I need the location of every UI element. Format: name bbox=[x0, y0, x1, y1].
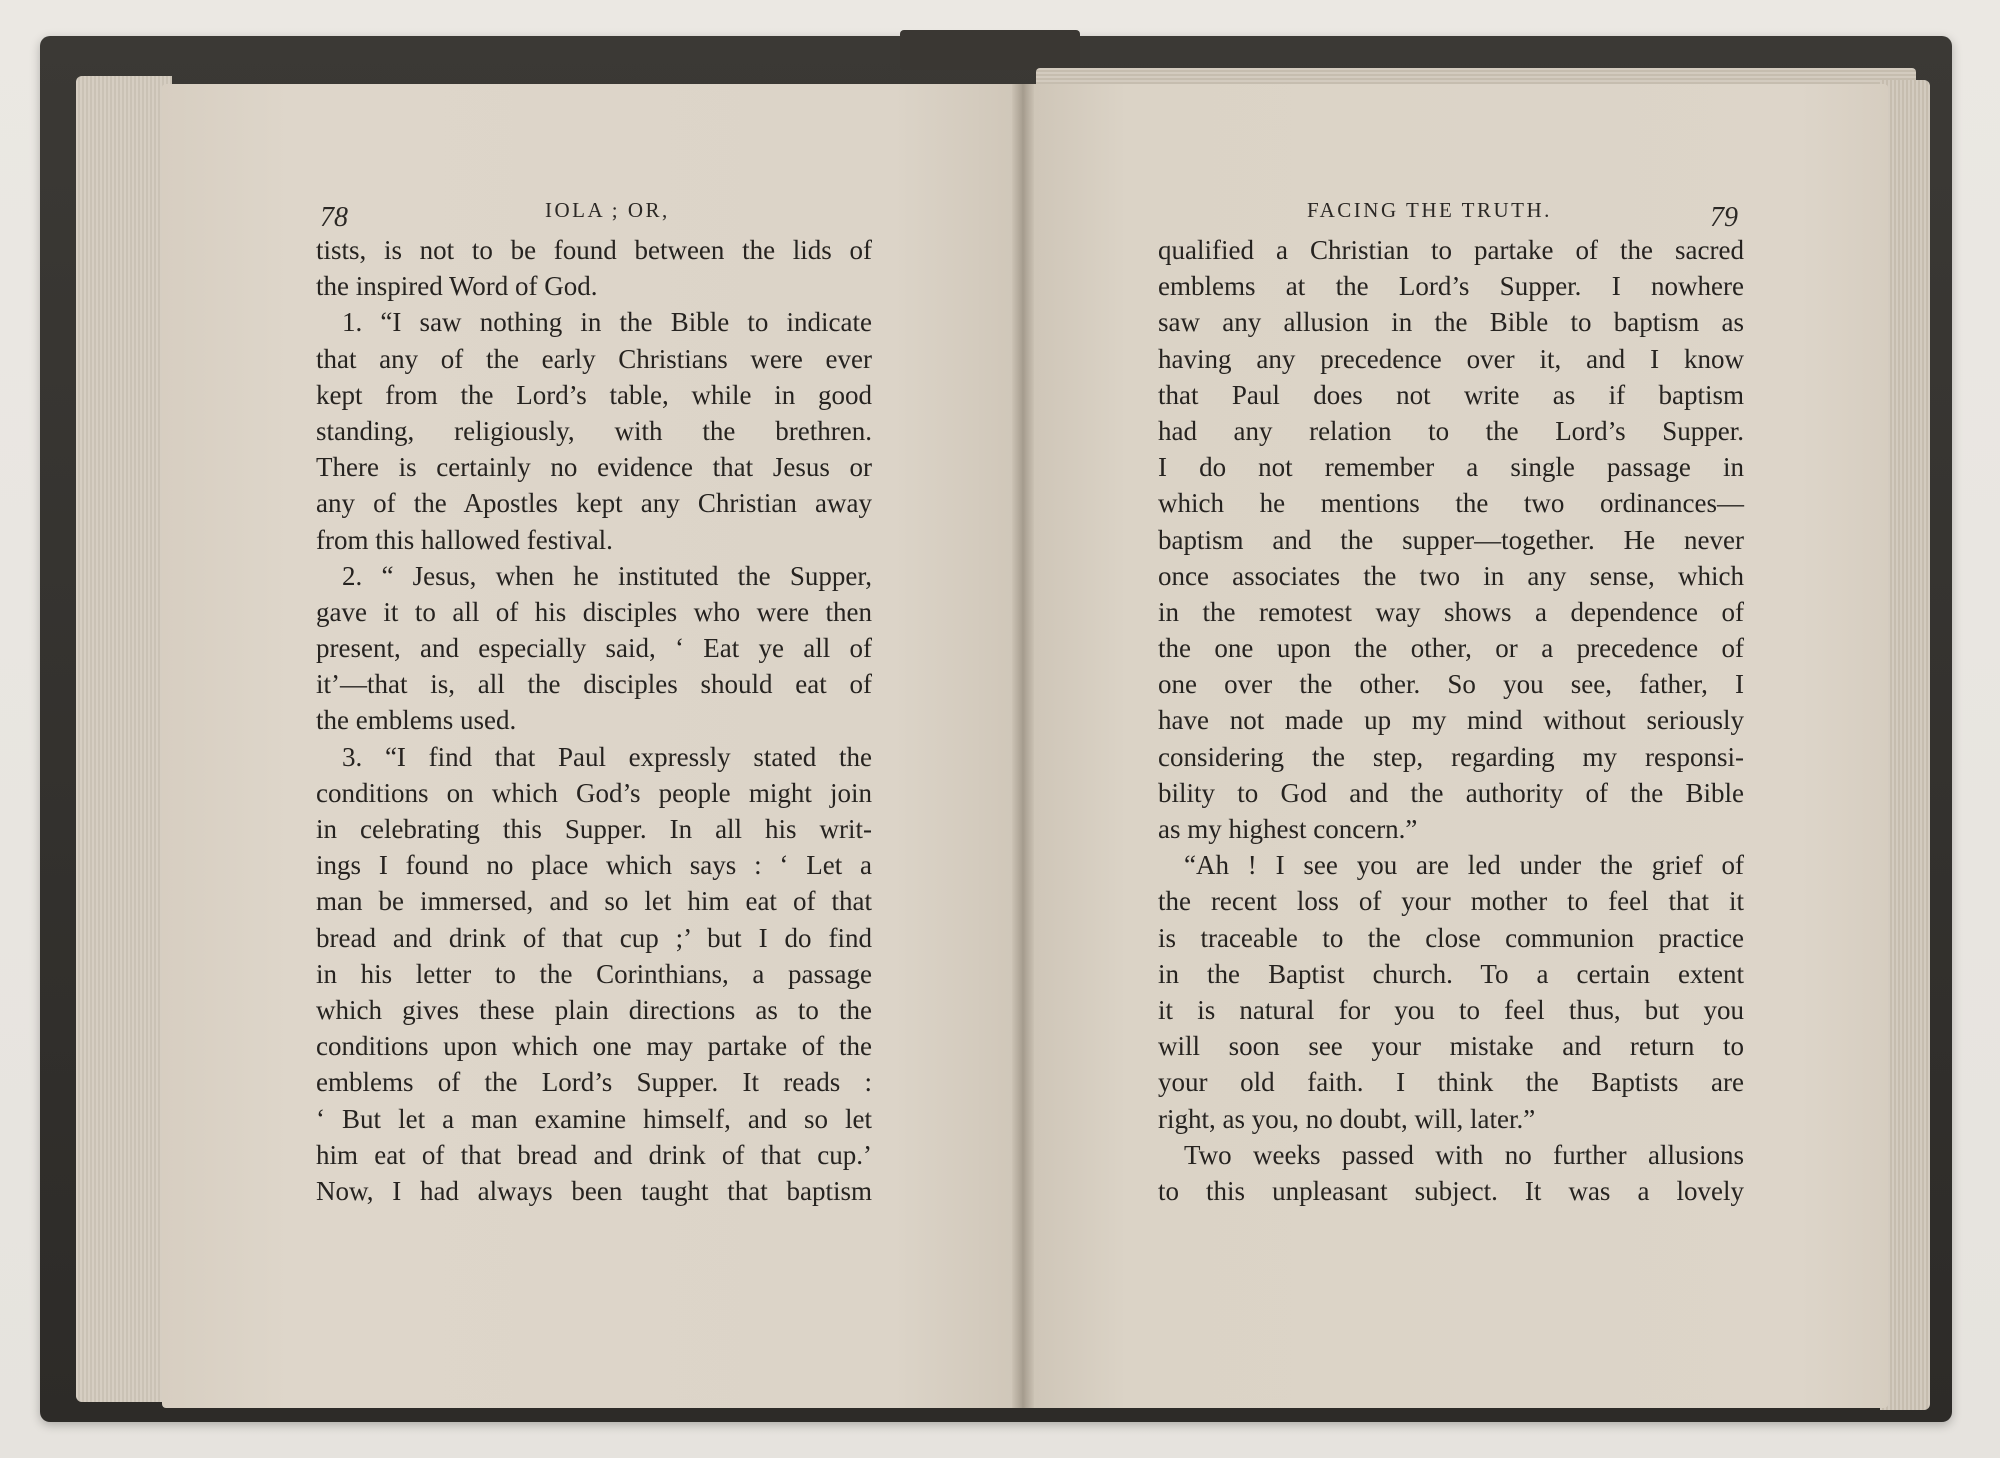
text-line: as my highest concern.” bbox=[1158, 814, 1418, 844]
book-spine bbox=[900, 30, 1080, 70]
text-line: is traceable to the close communion practice bbox=[1158, 922, 1744, 953]
text-line: in the Baptist church. To a certain extent bbox=[1158, 958, 1744, 989]
text-line: tists, is not to be found between the lids of bbox=[316, 235, 872, 265]
text-line: the one upon the other, or a precedence of bbox=[1158, 633, 1744, 664]
text-line: right, as you, no doubt, will, later.” bbox=[1158, 1103, 1536, 1134]
text-line: baptism and the supper—together. He never bbox=[1158, 524, 1744, 555]
text-line: kept from the Lord’s table, while in good bbox=[316, 379, 872, 410]
left-page-number: 78 bbox=[320, 202, 348, 233]
text-line: have not made up my mind without seriously bbox=[1158, 705, 1744, 736]
text-line: your old faith. I think the Baptists are bbox=[1158, 1067, 1744, 1098]
text-line: 2. “ Jesus, when he instituted the Supper, bbox=[342, 560, 872, 591]
book-gutter bbox=[1012, 84, 1034, 1408]
text-line: which he mentions the two ordinances— bbox=[1158, 488, 1744, 519]
text-line: that any of the early Christians were ever bbox=[316, 343, 872, 374]
text-line: Two weeks passed with no further allusions bbox=[1184, 1139, 1744, 1170]
text-line: the inspired Word of God. bbox=[316, 271, 598, 302]
left-page bbox=[162, 84, 1022, 1408]
text-line: There is certainly no evidence that Jesus or bbox=[316, 452, 872, 483]
right-page bbox=[1022, 84, 1888, 1408]
left-page-text bbox=[316, 232, 872, 1209]
text-line: standing, religiously, with the brethren. bbox=[316, 415, 872, 446]
text-line: qualified a Christian to partake of the sacred bbox=[1158, 235, 1744, 265]
text-line: gave it to all of his disciples who were then bbox=[316, 596, 872, 627]
right-page-number: 79 bbox=[1710, 202, 1738, 233]
right-page-text bbox=[1158, 232, 1744, 1209]
text-line: in celebrating this Supper. In all his writ- bbox=[316, 814, 872, 844]
text-line: it’—that is, all the disciples should eat of bbox=[316, 669, 872, 700]
text-line: will soon see your mistake and return to bbox=[1158, 1031, 1744, 1062]
text-line: in the remotest way shows a dependence of bbox=[1158, 596, 1744, 627]
right-running-head: FACING THE TRUTH. bbox=[1307, 198, 1552, 222]
text-line: conditions on which God’s people might join bbox=[316, 777, 872, 808]
text-line: one over the other. So you see, father, I bbox=[1158, 669, 1744, 700]
text-line: had any relation to the Lord’s Supper. bbox=[1158, 415, 1744, 446]
text-line: bread and drink of that cup ;’ but I do find bbox=[316, 922, 872, 953]
text-line: any of the Apostles kept any Christian away bbox=[316, 488, 872, 519]
text-line: man be immersed, and so let him eat of that bbox=[316, 886, 872, 917]
text-line: the recent loss of your mother to feel that it bbox=[1158, 886, 1744, 917]
text-line: to this unpleasant subject. It was a lovely bbox=[1158, 1175, 1744, 1206]
text-line: once associates the two in any sense, which bbox=[1158, 560, 1744, 591]
text-line: emblems at the Lord’s Supper. I nowhere bbox=[1158, 271, 1744, 302]
text-line: present, and especially said, ‘ Eat ye all of bbox=[316, 633, 872, 664]
text-line: ings I found no place which says : ‘ Let a bbox=[316, 850, 872, 881]
text-line: the emblems used. bbox=[316, 705, 517, 736]
text-line: bility to God and the authority of the Bible bbox=[1158, 777, 1744, 808]
text-line: conditions upon which one may partake of the bbox=[316, 1031, 872, 1062]
text-line: 1. “I saw nothing in the Bible to indicate bbox=[342, 307, 872, 338]
page-edges-left bbox=[76, 76, 172, 1402]
left-running-head: IOLA ; OR, bbox=[545, 198, 670, 222]
text-line: saw any allusion in the Bible to baptism as bbox=[1158, 307, 1744, 338]
text-line: in his letter to the Corinthians, a passage bbox=[316, 958, 872, 989]
text-line: from this hallowed festival. bbox=[316, 524, 613, 555]
text-line: it is natural for you to feel thus, but you bbox=[1158, 994, 1744, 1025]
text-line: him eat of that bread and drink of that cup.’ bbox=[316, 1139, 872, 1170]
text-line: considering the step, regarding my responsi- bbox=[1158, 741, 1744, 772]
text-line: that Paul does not write as if baptism bbox=[1158, 379, 1744, 410]
text-line: which gives these plain directions as to the bbox=[316, 994, 872, 1025]
text-line: I do not remember a single passage in bbox=[1158, 452, 1744, 483]
text-line: emblems of the Lord’s Supper. It reads : bbox=[316, 1067, 872, 1098]
text-line: having any precedence over it, and I know bbox=[1158, 343, 1744, 374]
text-line: “Ah ! I see you are led under the grief of bbox=[1184, 850, 1744, 881]
text-line: Now, I had always been taught that baptism bbox=[316, 1175, 872, 1206]
text-line: ‘ But let a man examine himself, and so let bbox=[316, 1103, 872, 1134]
text-line: 3. “I find that Paul expressly stated the bbox=[342, 741, 872, 772]
